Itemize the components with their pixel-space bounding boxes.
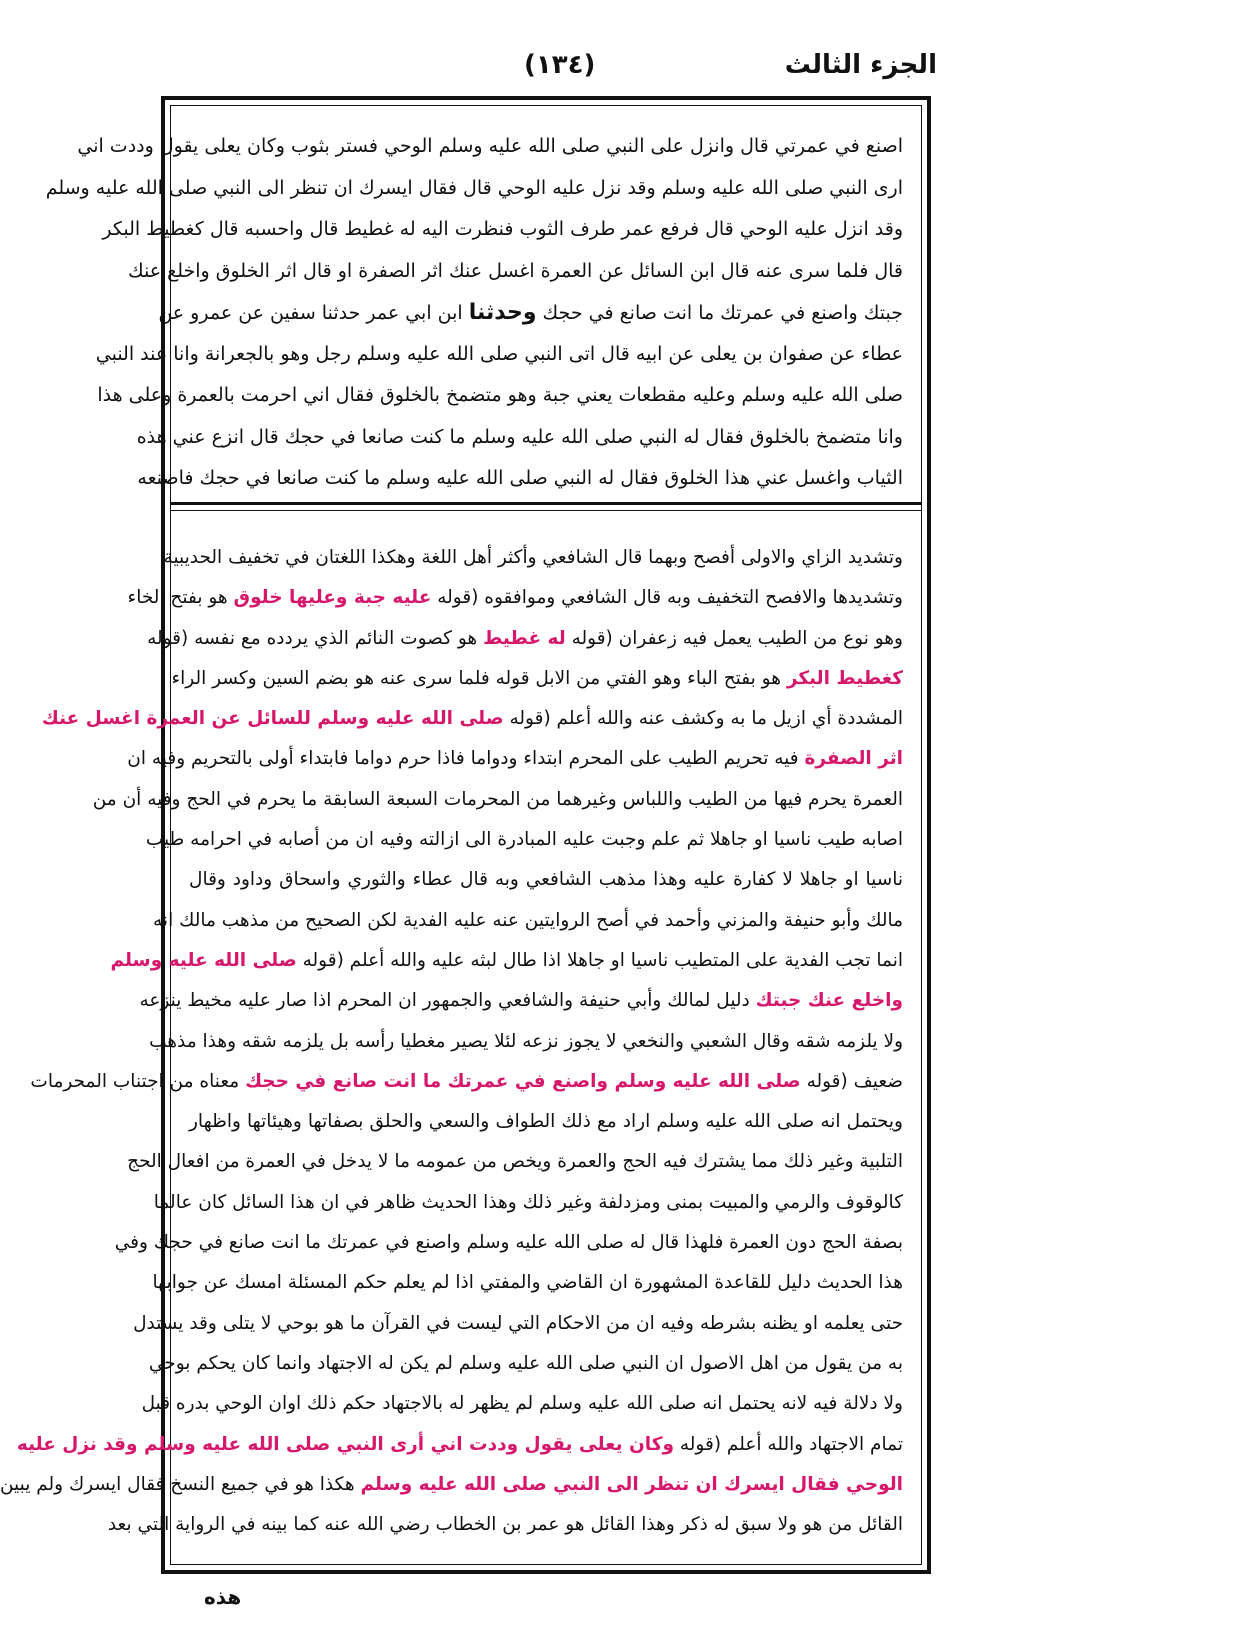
commentary-segment: وتشديد الزاي والاولى أفصح وبهما قال الشافعي وأكثر أهل اللغة وهكذا اللغتان في تخفيف الحديبية: [163, 547, 903, 568]
commentary-segment: فيه تحريم الطيب على المحرم ابتداء ودواما فاذا حرم دواما فابتداء أولى بالتحريم وفيه ان: [127, 748, 805, 770]
commentary-segment: به من يقول من اهل الاصول ان النبي صلى الله عليه وسلم لم يكن له الاجتهاد وانما كان يحكم بوحي: [148, 1352, 903, 1374]
quoted-lemma: عليه جبة وعليها خلوق: [233, 587, 432, 609]
commentary-segment: دليل لمالك وأبي حنيفة والشافعي والجمهور ان المحرم اذا صار عليه مخيط ينزعه: [139, 990, 756, 1012]
commentary-segment: وتشديدها والافصح التخفيف وبه قال الشافعي وموافقوه (قوله: [431, 587, 903, 609]
commentary-line: [153, 901, 903, 941]
quoted-lemma: صلى الله عليه وسلم واصنع في عمرتك ما انت صانع في حجك: [245, 1070, 801, 1092]
commentary-segment: المشددة أي ازيل ما به وكشف عنه والله أعلم (قوله: [503, 708, 903, 730]
hadith-line: [127, 251, 903, 293]
hadith-line: [45, 168, 903, 210]
quoted-lemma: كغطيط البكر: [786, 667, 903, 689]
commentary-line: [16, 1425, 903, 1465]
hadith-line: [137, 458, 903, 500]
hadith-segment: قال فلما سرى عنه قال ابن السائل عن العمرة اغسل عنك اثر الصفرة او قال اثر الخلوق واخلع عنك: [127, 259, 903, 282]
quoted-lemma: الوحي فقال ايسرك ان تنظر الى النبي صلى الله عليه وسلم: [360, 1473, 903, 1495]
hadith-segment: عطاء عن صفوان بن يعلى عن ابيه قال اتى النبي صلى الله عليه وسلم رجل وهو بالجعرانة وانا عند النبي: [95, 342, 903, 365]
running-title: الجزء الثالث: [784, 50, 937, 80]
commentary-segment: التلبية وغير ذلك مما يشترك فيه الحج والعمرة ويخص من عمومه ما لا يدخل في العمرة من افعال الحج: [127, 1151, 903, 1173]
commentary-line: [147, 619, 903, 659]
quoted-lemma: اثر الصفرة: [804, 748, 903, 770]
commentary-segment: ولا يلزمه شقه وقال الشعبي والنخعي لا يجوز نزعه لئلا يصير مغطيا رأسه بل يلزمه شقه وهذا مذهب: [149, 1030, 903, 1052]
separator-rule-thick: [171, 502, 921, 505]
commentary-text-block: [0, 538, 903, 1554]
hadith-text-block: [45, 126, 903, 491]
commentary-line: [189, 1102, 903, 1142]
commentary-line: [114, 1223, 903, 1263]
hadith-segment: اصنع في عمرتي قال وانزل على النبي صلى الله عليه وسلم الوحي فستر بثوب وكان يعلى يقول وددت اني: [77, 135, 903, 157]
commentary-line: [41, 699, 903, 739]
commentary-line: [145, 820, 903, 860]
commentary-line: [127, 1142, 903, 1182]
commentary-segment: اصابه طيب ناسيا او جاهلا ثم علم وجبت عليه المبادرة الى ازالته وفيه ان من أصابه في احرامه طيب: [145, 829, 903, 851]
commentary-segment: العمرة يحرم فيها من الطيب واللباس وغيرهما من المحرمات السبعة السابقة ما يحرم في الحج وفيه أن من: [92, 788, 903, 810]
commentary-segment: هو بفتح الخاء: [127, 587, 234, 609]
commentary-line: [149, 1022, 903, 1062]
hadith-segment: ارى النبي صلى الله عليه وسلم وقد نزل عليه الوحي قال فقال ايسرك ان تنظر الى النبي صلى الله عليه وسلم: [45, 176, 903, 199]
commentary-segment: القائل من هو ولا سبق له ذكر وهذا القائل هو عمر بن الخطاب رضي الله عنه كما بينه في الرواية التي بعد: [107, 1514, 903, 1536]
commentary-segment: تمام الاجتهاد والله أعلم (قوله: [674, 1433, 903, 1455]
quoted-lemma: وكان يعلى يقول وددت اني أرى النبي صلى الله عليه وسلم وقد نزل عليه: [16, 1433, 674, 1455]
commentary-line: [92, 780, 903, 820]
quoted-lemma: صلى الله عليه وسلم: [110, 949, 297, 971]
commentary-segment: وهو نوع من الطيب يعمل فيه زعفران (قوله: [565, 627, 903, 649]
commentary-line: [0, 1465, 903, 1505]
commentary-segment: هذا الحديث دليل للقاعدة المشهورة ان القاضي والمفتي اذا لم يعلم حكم المسئلة امسك عن جوابها: [152, 1272, 903, 1294]
hadith-line: [97, 375, 903, 417]
page-number: (١٣٤): [524, 50, 596, 80]
commentary-line: [153, 1183, 903, 1223]
hadith-line: [102, 209, 903, 251]
hadith-line: [95, 334, 903, 376]
catchword: هذه: [204, 1585, 242, 1609]
commentary-segment: هو بفتح الباء وهو الفتي من الابل قوله فلما سرى عنه هو بضم السين وكسر الراء: [171, 667, 787, 689]
commentary-segment: بصفة الحج دون العمرة فلهذا قال له صلى الله عليه وسلم واصنع في عمرتك ما انت صانع في حجك وفي: [114, 1232, 903, 1254]
commentary-line: [127, 739, 903, 779]
commentary-line: [189, 860, 903, 900]
commentary-line: [152, 1263, 903, 1303]
commentary-segment: حتى يعلمه او يظنه بشرطه وفيه ان من الاحكام التي ليست في القرآن ما هو بوحي لا يتلى وقد يستدل: [133, 1312, 903, 1334]
commentary-segment: ضعيف (قوله: [800, 1070, 903, 1092]
commentary-line: [133, 1304, 903, 1344]
commentary-line: [107, 1505, 903, 1545]
commentary-line: [141, 1384, 903, 1424]
commentary-line: [171, 659, 903, 699]
commentary-line: [127, 578, 903, 618]
separator-rule-thin: [171, 510, 921, 511]
commentary-segment: معناه من اجتناب المحرمات: [30, 1070, 246, 1092]
hadith-segment: الثياب واغسل عني هذا الخلوق فقال له النبي صلى الله عليه وسلم ما كنت صانعا في حجك فاصنعه: [137, 467, 903, 489]
hadith-segment: ابن ابي عمر حدثنا سفين عن عمرو عن: [158, 302, 463, 324]
page-frame-inner: [0, 105, 922, 1565]
commentary-segment: انما تجب الفدية على المتطيب ناسيا او جاهلا اذا طال لبثه عليه والله أعلم (قوله: [296, 949, 903, 971]
hadith-segment: وانا متضمخ بالخلوق فقال له النبي صلى الله عليه وسلم ما كنت صانعا في حجك قال انزع عني هذه: [136, 425, 903, 448]
hadith-line: [77, 126, 903, 168]
commentary-segment: كالوقوف والرمي والمبيت بمنى ومزدلفة وغير ذلك وهذا الحديث ظاهر في ان هذا السائل كان عالما: [153, 1191, 903, 1213]
commentary-line: [30, 1062, 903, 1102]
commentary-segment: هكذا هو في جميع النسخ فقال ايسرك ولم يبين: [0, 1473, 361, 1495]
commentary-segment: مالك وأبو حنيفة والمزني وأحمد في أصح الروايتين عنه عليه الفدية لكن الصحيح من مذهب مالك انه: [153, 909, 903, 931]
hadith-segment: صلى الله عليه وسلم وعليه مقطعات يعني جبة وهو متضمخ بالخلوق فقال اني احرمت بالعمرة وعلى هذا: [97, 384, 903, 406]
commentary-line: [139, 981, 903, 1021]
commentary-line: [163, 538, 903, 578]
hadith-line: [136, 417, 903, 459]
page-frame: [0, 96, 931, 1574]
commentary-segment: ويحتمل انه صلى الله عليه وسلم اراد مع ذلك الطواف والسعي والحلق بصفاتها وهيئاتها واظهار: [189, 1111, 903, 1133]
commentary-segment: هو كصوت النائم الذي يردده مع نفسه (قوله: [147, 627, 484, 649]
hadith-segment: وقد انزل عليه الوحي قال فرفع عمر طرف الثوب فنظرت اليه له غطيط قال واحسبه قال كغطيط البكر: [102, 218, 903, 240]
commentary-line: [148, 1344, 903, 1384]
commentary-segment: ولا دلالة فيه لانه يحتمل انه صلى الله عليه وسلم لم يظهر له بالاجتهاد حكم ذلك اوان الوحي بدره قبل: [141, 1393, 903, 1415]
haddathana-marker: وحدثنا: [468, 300, 537, 325]
quoted-lemma: له غطيط: [483, 627, 566, 649]
hadith-segment: جبتك واصنع في عمرتك ما انت صانع في حجك: [542, 302, 903, 324]
quoted-lemma: واخلع عنك جبتك: [755, 990, 903, 1012]
commentary-line: [110, 941, 903, 981]
hadith-line: [158, 292, 903, 334]
commentary-segment: ناسيا او جاهلا لا كفارة عليه وهذا مذهب الشافعي وبه قال عطاء والثوري واسحاق وداود وقال: [189, 869, 903, 891]
quoted-lemma: صلى الله عليه وسلم للسائل عن العمرة اغسل عنك: [41, 708, 504, 730]
